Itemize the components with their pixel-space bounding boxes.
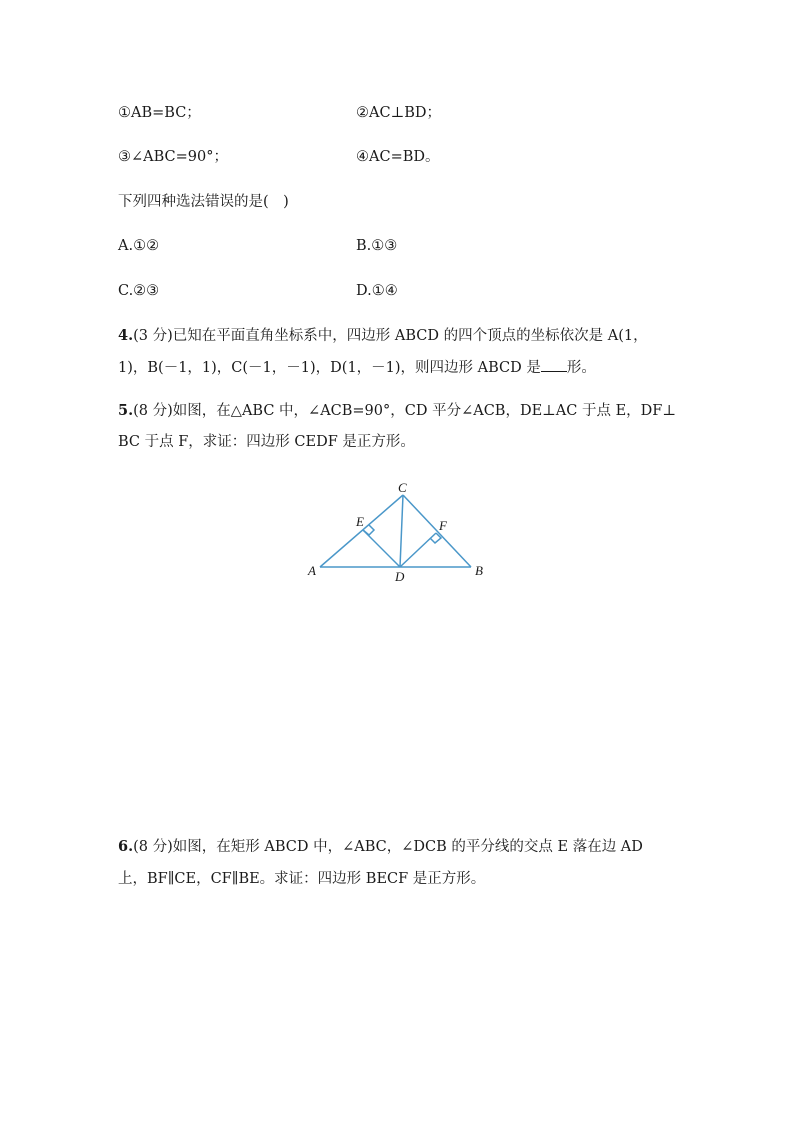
segment-ac: [320, 495, 403, 567]
question-3-stem: 下列四种选法错误的是( ): [118, 194, 289, 210]
question-4-line-1: 4.(3 分)已知在平面直角坐标系中，四边形 ABCD 的四个顶点的坐标依次是 A(1，: [118, 327, 648, 344]
condition-3: ③∠ABC=90°；: [118, 149, 228, 165]
question-6-line-2: 上，BF∥CE，CF∥BE。求证：四边形 BECF 是正方形。: [118, 871, 486, 887]
condition-2: ②AC⊥BD；: [356, 105, 441, 121]
option-a: A.①②: [118, 238, 160, 254]
option-c: C.②③: [118, 283, 160, 299]
label-e: E: [356, 514, 364, 529]
question-5-line-2: BC 于点 F，求证：四边形 CEDF 是正方形。: [118, 434, 415, 450]
question-5-line-1: 5.(8 分)如图，在△ABC 中，∠ACB=90°，CD 平分∠ACB，DE⊥AC 于点 E，DF⊥: [118, 402, 676, 419]
label-c: C: [398, 480, 407, 495]
segment-bc: [403, 495, 471, 567]
question-4-line-2: 1)，B(－1，1)，C(－1，－1)，D(1，－1)，则四边形 ABCD 是 形。: [118, 360, 596, 376]
label-b: B: [475, 563, 483, 578]
question-5-number: 5.: [118, 402, 134, 419]
right-angle-mark-e: [363, 525, 374, 535]
question-6-line-1: 6.(8 分)如图，在矩形 ABCD 中，∠ABC，∠DCB 的平分线的交点 E 落在边 AD: [118, 838, 643, 855]
label-f: F: [439, 518, 447, 533]
segment-cd: [400, 495, 403, 567]
option-b: B.①③: [356, 238, 398, 254]
condition-4: ④AC=BD。: [356, 149, 440, 165]
label-d: D: [395, 569, 405, 584]
question-4-number: 4.: [118, 327, 134, 344]
label-a: A: [308, 563, 316, 578]
option-d: D.①④: [356, 283, 398, 299]
question-6-number: 6.: [118, 838, 134, 855]
condition-1: ①AB=BC；: [118, 105, 201, 121]
